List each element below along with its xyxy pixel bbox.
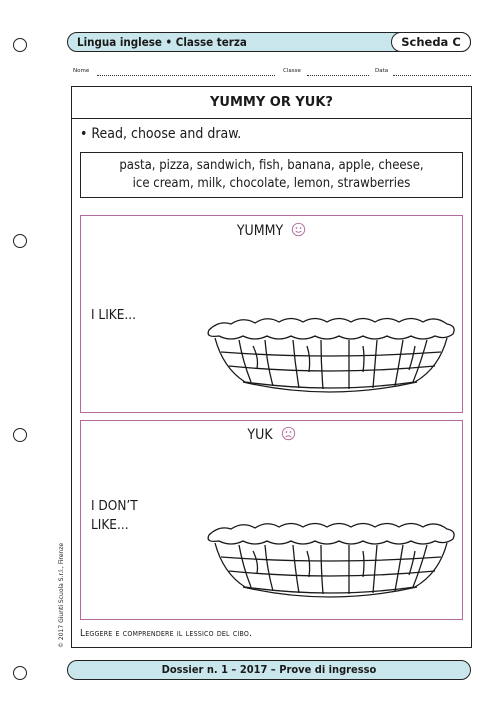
frown-icon [281, 426, 296, 441]
header-bar [67, 32, 471, 52]
sheet-label: Scheda C [391, 32, 471, 52]
date-label: Data [375, 68, 389, 74]
name-field[interactable] [97, 75, 275, 76]
basket-illustration-yummy [199, 312, 461, 396]
basket-illustration-yuk [199, 517, 461, 601]
yuk-heading [81, 426, 462, 443]
class-field[interactable] [307, 75, 369, 76]
date-field[interactable] [393, 75, 471, 76]
word-list-line-1: pasta, pizza, sandwich, fish, banana, apple, cheese, [119, 158, 424, 173]
yummy-heading [81, 222, 462, 239]
worksheet-title: YUMMY OR YUK? [210, 95, 333, 110]
subject-label: Lingua inglese • Classe terza [77, 35, 247, 49]
yuk-prompt-line-2: LIKE... [91, 517, 129, 533]
copyright-notice: © 2017 Giunti Scuola S.r.l., Firenze [58, 542, 65, 648]
title-divider [71, 118, 472, 119]
footer-bar: Dossier n. 1 – 2017 – Prove di ingresso [67, 660, 471, 680]
word-list-line-2: ice cream, milk, chocolate, lemon, strawberries [132, 176, 411, 191]
class-label: Classe [283, 68, 301, 74]
yummy-panel[interactable] [80, 215, 463, 413]
binder-hole-bottom [13, 666, 27, 680]
yuk-panel[interactable] [80, 420, 463, 620]
student-info-row [73, 68, 471, 78]
learning-objective-note: Leggere e comprendere il lessico del cibo. [80, 628, 253, 639]
binder-hole-top [13, 38, 27, 52]
yuk-prompt-line-1: I DON’T [91, 498, 138, 514]
instruction-text: • Read, choose and draw. [80, 126, 242, 142]
yuk-prompt [91, 497, 138, 535]
yummy-prompt: I LIKE... [91, 307, 136, 323]
binder-hole-lower-middle [13, 428, 27, 442]
smiley-icon [291, 222, 306, 237]
name-label: Nome [73, 68, 90, 74]
yummy-heading-text: YUMMY [236, 223, 284, 239]
binder-hole-upper-middle [13, 234, 27, 248]
word-list-box [80, 152, 463, 198]
yuk-heading-text: YUK [247, 427, 273, 443]
